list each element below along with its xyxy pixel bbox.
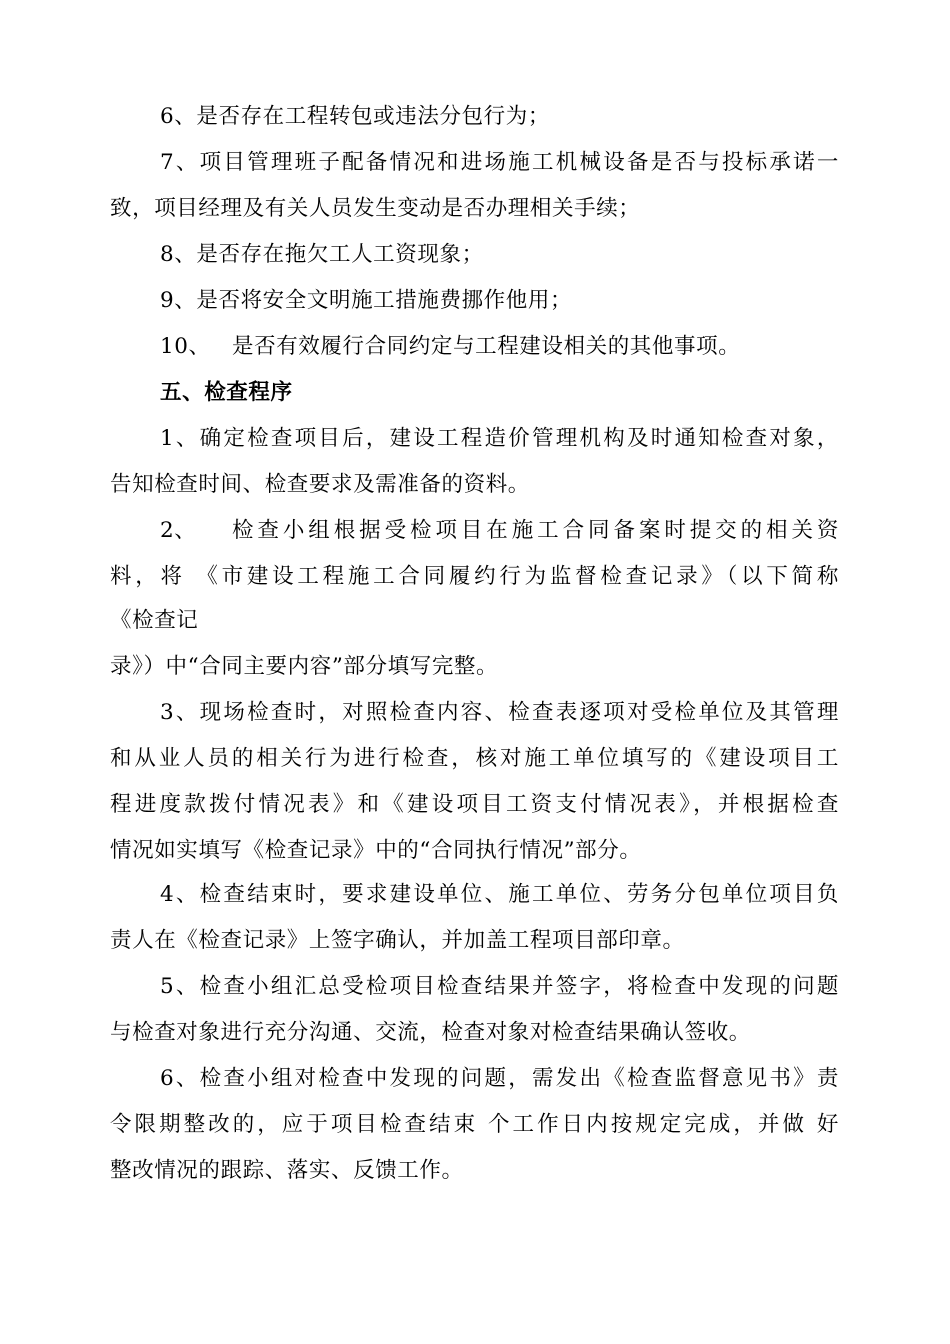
item-7-line-2: 致，项目经理及有关人员发生变动是否办理相关手续；	[110, 196, 641, 221]
procedure-2-line-3: 《检查记	[110, 608, 199, 633]
procedure-5-line-1: 5、检查小组汇总受检项目检查结果并签字，将检查中发现的问题	[160, 974, 839, 999]
procedure-1-line-1: 1、确定检查项目后，建设工程造价管理机构及时通知检查对象，	[160, 426, 839, 451]
section-title: 五、检查程序	[160, 380, 293, 405]
procedure-5-line-2: 与检查对象进行充分沟通、交流，检查对象对检查结果确认签收。	[110, 1020, 751, 1045]
procedure-6-line-2: 令限期整改的，应于项目检查结束 个工作日内按规定完成，并做 好	[110, 1112, 839, 1137]
item-6: 6、是否存在工程转包或违法分包行为；	[160, 104, 550, 129]
item-7-line-1: 7、项目管理班子配备情况和进场施工机械设备是否与投标承诺一	[160, 150, 839, 175]
procedure-2-line-4: 录》）中“合同主要内容”部分填写完整。	[110, 654, 499, 679]
procedure-6-line-3: 整改情况的跟踪、落实、反馈工作。	[110, 1158, 464, 1183]
item-9: 9、是否将安全文明施工措施费挪作他用；	[160, 288, 573, 313]
procedure-2-line-2: 料，将 《市建设工程施工合同履约行为监督检查记录》（以下简称	[110, 564, 839, 589]
procedure-4-line-1: 4、检查结束时，要求建设单位、施工单位、劳务分包单位项目负	[160, 882, 839, 907]
procedure-3-line-1: 3、现场检查时，对照检查内容、检查表逐项对受检单位及其管理	[160, 700, 839, 725]
procedure-3-line-4: 情况如实填写《检查记录》中的“合同执行情况”部分。	[110, 838, 642, 863]
procedure-2-number: 2、	[160, 518, 197, 543]
procedure-3-line-3: 程进度款拨付情况表》和《建设项目工资支付情况表》，并根据检查	[110, 792, 839, 817]
procedure-3-line-2: 和从业人员的相关行为进行检查，核对施工单位填写的《建设项目工	[110, 746, 839, 771]
item-8: 8、是否存在拖欠工人工资现象；	[160, 242, 484, 267]
procedure-6-line-1: 6、检查小组对检查中发现的问题，需发出《检查监督意见书》责	[160, 1066, 839, 1091]
procedure-1-line-2: 告知检查时间、检查要求及需准备的资料。	[110, 472, 530, 497]
procedure-4-line-2: 责人在《检查记录》上签字确认，并加盖工程项目部印章。	[110, 928, 685, 953]
item-10-text: 是否有效履行合同约定与工程建设相关的其他事项。	[232, 334, 741, 359]
item-10-number: 10、	[160, 334, 211, 359]
procedure-2-line-1: 检查小组根据受检项目在施工合同备案时提交的相关资	[232, 518, 839, 543]
